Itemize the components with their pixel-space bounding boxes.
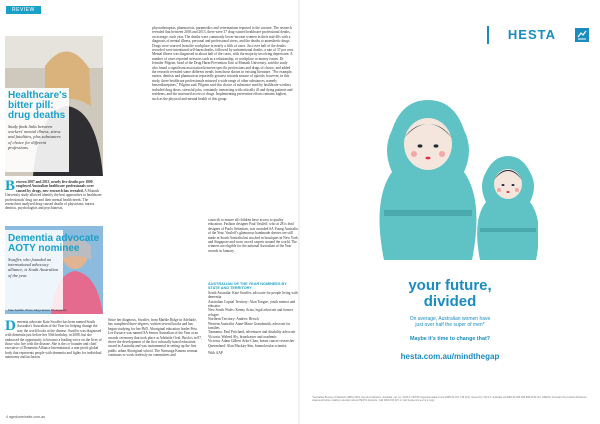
story1-title-1: Healthcare's xyxy=(8,90,68,101)
nominee-item: Victoria: Adam Gilbert Arko-Chan, breast cancer researcher xyxy=(208,339,295,344)
small-doll xyxy=(477,156,538,260)
ad-copy-line1: On average, Australian women have xyxy=(409,316,491,322)
nominees-heading: AUSTRALIAN OF THE YEAR NOMINEES BY STATE AND TERRITORY xyxy=(208,282,287,291)
story1-photo-credit: Dr Jennifer Pilgrim xyxy=(8,168,32,172)
story1-body-col2: physiotherapists, pharmacists, paramedics and veterinarians reported to the coroner. The research revealed that between 2003 and 2013, there were 37 drug-caused healthcare professional deaths, on average, each year. The deaths were commonly lower-income women in their mid-40s with a diagnosis of mental illness, personal and professional stress, and the deaths to anaesthetic drugs. Drugs were sourced from the workplace in nearly a fifth of cases. Just over half of the deaths recorded were intentional self-harm deaths, followed by unintentional deaths, a rate of 37 per cent. Mental illness was diagnosed in about half of the cases, with the majority involving depression. A number of cases reported stressors such as a relationship, or workplace or money issues. Dr Jennifer Pilgrim, head of the Drug Harm Prevention Unit at Monash University, said the study also found a significant association between specific professions and drugs of choice, and added the research revealed some different trends from those shown in existing literature. "For example, nurses, dentists and pharmacists reportedly greatest towards misuse of opioids; however, in this study, these healthcare professionals misused a wide range of other substances, namely benzodiazepines," Pilgrim said. Pilgrim said this choice of substance used by healthcare workers included drug doses, stressful jobs, constantly interacting with critically ill and dying patients and residents, and the increased access to drugs. Implementing prevention efforts remains highest, such as the physical and mental health of this group. xyxy=(152,26,294,101)
story1-title-3: drug deaths xyxy=(8,110,66,121)
story2-dropcap: D xyxy=(5,320,16,334)
story2-title-2: AOTY nominee xyxy=(8,243,80,254)
nominee-item: Queensland: Alan Mackay-Sim, biomolecular scientist xyxy=(208,343,287,348)
source-note: With AAP xyxy=(208,351,223,356)
ad-body-copy xyxy=(300,316,600,328)
story1-lead-text: etween 2007 and 2013, nearly five deaths per 1000 employed Australian healthcare professionals were caused by drugs, new research has revealed. xyxy=(16,180,94,193)
story1-dropcap: B xyxy=(5,180,16,194)
story1-photo xyxy=(5,36,103,176)
nominee-item: Tasmania: Paul Pritchard, adventurer and disability advocate xyxy=(208,330,296,335)
hesta-advertisement xyxy=(300,0,600,424)
story2-photo-credit: Kate Swaffer. Photo: Meg Hansen Photography xyxy=(8,308,67,312)
ad-question: Maybe it's time to change that? xyxy=(409,336,491,342)
story1-body-col1: A Monash University study allowed identify the best approaches to healthcare professionals' drug use and their mental health needs. The researchers analysed drug-caused deaths of physicians, nurses, dentists, psychologists and psychiatrists, xyxy=(5,188,102,211)
ad-url-link[interactable]: hesta.com.au/mindthegap xyxy=(400,352,500,361)
story2-body-col2: Since her diagnosis, Swaffer, from Marble Ridge in Adelaide, has completed three degrees, written several books and has begun studying for her PhD. Aboriginal education leader Peta Lee Eustace was named SA Senior Australian of the Year at an awards ceremony that took place at Adelaide Oval. Bush is in 87, drove the development of the first culturally based education award in Australia and was instrumental in setting up the first public urban Aboriginal school. The Narrunga Kaurna woman continues to work tirelessly on committees and xyxy=(108,318,202,358)
story1-title-2: bitter pill: xyxy=(8,100,54,111)
nominee-item: Australian Capital Territory: Alan Tongue, youth mentor and educator xyxy=(208,299,296,309)
story2-subtitle: Swaffer, who founded an international advocacy alliance, is South Australian of the year. xyxy=(8,257,58,278)
page-footer: 4 agedcareinsite.com.au xyxy=(6,415,46,419)
nominee-item: New South Wales: Kenny Ariza, legal advocate and former refugee xyxy=(208,308,293,317)
nominees-list xyxy=(208,291,298,348)
story2-photo xyxy=(5,226,103,314)
story2-body-col1 xyxy=(5,320,103,408)
story1-lead xyxy=(5,180,103,220)
story2-body-col1-text: ementia advocate Kate Swaffer has been named South Australia's Australian of the Year for helping change the way the world looks at the disease. Swaffer was diagnosed with dementia just before her 50th birthday, in 2008, but she embraced the opportunity to become a leading voice on the lives of those who live with the disease. She is the co-founder and chief executive of Dementia Alliance International, a non-profit global body that represents people with dementia and fights for individual autonomy and inclusion. xyxy=(5,320,102,360)
story2-col3-text: councils to ensure all children have access to quality education. Fashion designer Paul Vasileff, who at 28 is lead designer of Paolo Sebastian, was awarded SA Young Australia of the Year. Vasileff's glamorous handmade dresses are still made in South Australia but stocked in boutiques in New York and Singapore and worn on red carpets around the world. The winners are eligible for the national Australian of the Year awards in January. xyxy=(208,218,298,253)
story2-body-col3 xyxy=(208,218,298,414)
ad-headline xyxy=(300,278,600,310)
large-doll xyxy=(380,100,477,260)
nominee-item: Victoria: Waleed Aly, broadcaster and academic xyxy=(208,334,277,339)
section-tab: REVIEW xyxy=(6,6,41,14)
story1-subtitle: Study finds links between workers' mental illness, stress and fatalities, plus substances of choice for different professions. xyxy=(8,124,61,150)
nominee-item: Northern Territory: Andrew Hersch xyxy=(208,317,259,322)
nesting-dolls-image xyxy=(362,60,538,270)
ad-headline-line1: your future, xyxy=(408,277,492,294)
brand-divider xyxy=(487,26,489,44)
ad-copy-line2: just over half the super of men* xyxy=(415,322,485,328)
nominee-item: South Australia: Kate Swaffer, advocate for people living with dementia xyxy=(208,290,298,300)
nominee-item: Western Australia: Anne-Marie Grandsmith, advocate for families xyxy=(208,321,291,331)
story2-title-1: Dementia advocate xyxy=(8,233,100,244)
ad-headline-line2: divided xyxy=(423,293,477,310)
ad-fine-print: *Australian Bureau of Statistics (ABS) 2015, Gender Indicators, Australia, cat. no. 4125.0. HESTA Superannuation Fund (ABN 64 971 749 321). Issued by H.E.S.T. Australia Ltd ABN 66 006 818 695 AFSL No. 235249. Consider the product disclosure statement before making a decision about HESTA products. Call 1800 813 327 or visit hesta.com.au for a copy. xyxy=(312,396,587,402)
rating-badge-icon xyxy=(575,28,589,42)
hesta-logo: HESTA xyxy=(507,27,556,42)
